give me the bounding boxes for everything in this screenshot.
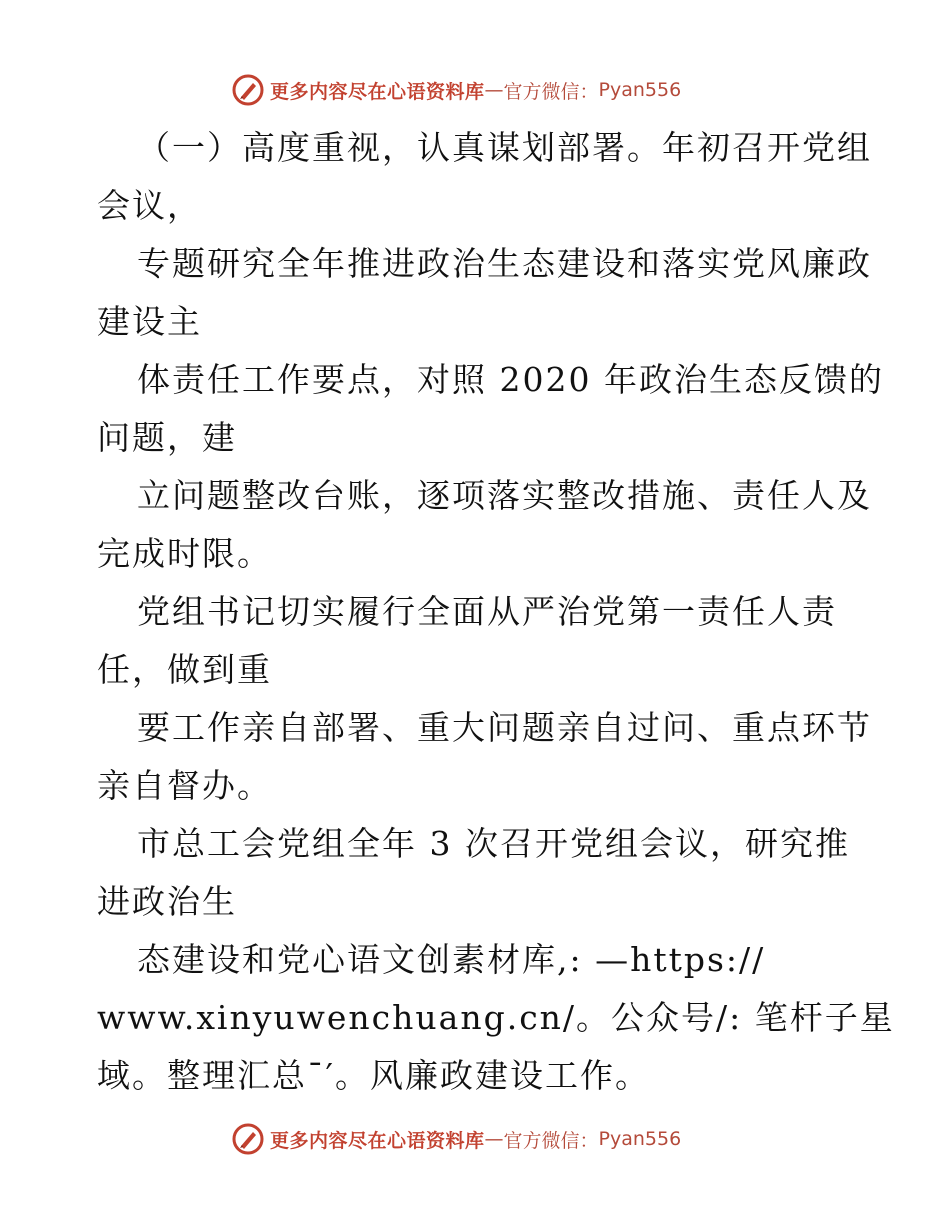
body-line: 问题，建: [97, 418, 237, 457]
body-line: （一）高度重视，认真谋划部署。年初召开党组: [137, 128, 872, 167]
body-line: 任，做到重: [97, 650, 272, 689]
body-line: 专题研究全年推进政治生态建设和落实党风廉政: [137, 244, 872, 283]
header-wechat-id: Pyan556: [598, 79, 682, 101]
body-line: www.xinyuwenchuang.cn/。公众号/: 笔杆子星: [97, 998, 895, 1037]
body-line: 完成时限。: [97, 534, 272, 573]
body-line: 立问题整改台账，逐项落实整改措施、责任人及: [137, 476, 872, 515]
footer-wechat-label: 官方微信：: [503, 1129, 599, 1152]
body-line: 建设主: [97, 302, 202, 341]
footer-wechat-id: Pyan556: [598, 1128, 682, 1150]
body-line: 市总工会党组全年 3 次召开党组会议，研究推: [137, 824, 850, 863]
body-line: 会议，: [97, 186, 202, 225]
pen-logo-icon: [232, 74, 264, 106]
body-line: 进政治生: [97, 882, 237, 921]
body-line: 体责任工作要点，对照 2020 年政治生态反馈的: [137, 360, 884, 399]
body-line: 态建设和党心语文创素材库,: —https://: [137, 940, 766, 979]
footer-dash: —: [484, 1128, 504, 1150]
pen-logo-icon: [232, 1123, 264, 1155]
body-line: 党组书记切实履行全面从严治党第一责任人责: [137, 592, 837, 631]
footer-banner: [232, 1121, 681, 1157]
header-dash: —: [484, 79, 504, 101]
body-line: 亲自督办。: [97, 766, 272, 805]
body-line: 要工作亲自部署、重大问题亲自过问、重点环节: [137, 708, 872, 747]
body-line: 域。整理汇总¯′。风廉政建设工作。: [97, 1056, 650, 1095]
footer-site-text: 更多内容尽在心语资料库: [270, 1129, 485, 1152]
header-banner: [232, 72, 681, 108]
header-wechat-label: 官方微信：: [503, 80, 599, 103]
header-site-text: 更多内容尽在心语资料库: [270, 80, 485, 103]
